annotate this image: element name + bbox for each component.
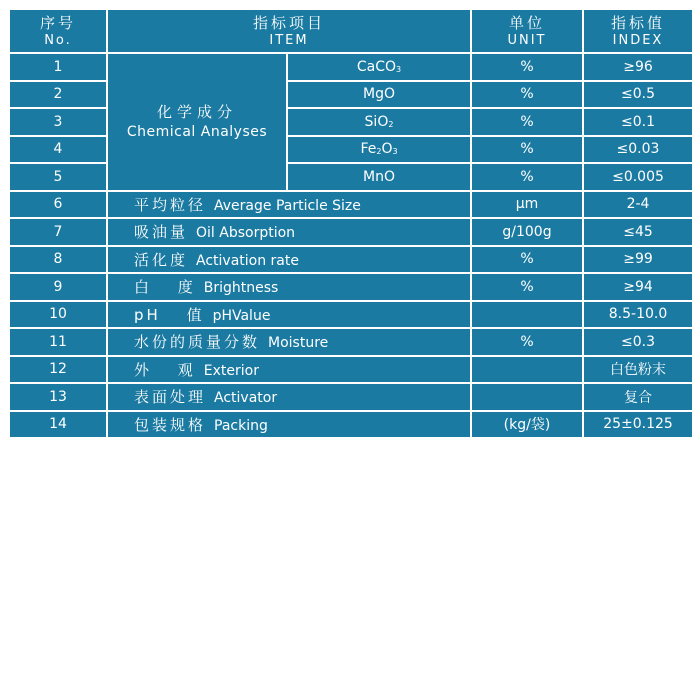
header-item [107, 9, 471, 53]
row-number: 11 [9, 328, 107, 356]
unit-cell: % [471, 108, 583, 136]
row-number: 13 [9, 383, 107, 411]
formula-part: O [381, 141, 393, 158]
chemical-analyses-en: Chemical Analyses [126, 124, 268, 141]
row-number: 12 [9, 356, 107, 384]
item-name-en: Brightness [203, 280, 279, 297]
item-cell [107, 273, 471, 301]
unit-cell: (kg/袋) [471, 411, 583, 439]
chemical-formula [287, 163, 471, 191]
unit-cell [471, 356, 583, 384]
item-name-zh: 白 度 [134, 278, 196, 297]
item-cell [107, 301, 471, 329]
unit-cell: % [471, 273, 583, 301]
item-name-en: Packing [214, 417, 268, 434]
header-unit [471, 9, 583, 53]
table-row [9, 191, 693, 219]
row-number: 9 [9, 273, 107, 301]
row-number: 8 [9, 246, 107, 274]
row-number: 14 [9, 411, 107, 439]
table-row [9, 301, 693, 329]
spec-table [8, 8, 694, 439]
table-row [9, 53, 693, 81]
item-name-zh: 水份的质量分数 [134, 333, 261, 352]
header-unit-en: UNIT [507, 32, 547, 48]
item-name-en: Activation rate [196, 252, 299, 269]
item-cell [107, 328, 471, 356]
item-cell [107, 411, 471, 439]
chemical-formula [287, 108, 471, 136]
index-value: 8.5-10.0 [583, 301, 693, 329]
unit-cell: % [471, 53, 583, 81]
item-name-zh: 表面处理 [134, 388, 207, 407]
item-name-zh: 包装规格 [134, 415, 207, 434]
header-no [9, 9, 107, 53]
formula-part: Fe [360, 141, 377, 158]
row-number: 4 [9, 136, 107, 164]
unit-cell [471, 301, 583, 329]
formula-part: MnO [363, 168, 395, 185]
item-name-zh: pH 值 [134, 305, 205, 324]
table-row [9, 246, 693, 274]
item-name-zh: 吸油量 [134, 223, 189, 242]
table-row [9, 218, 693, 246]
formula-subscript: 2 [376, 147, 382, 157]
index-value: 25±0.125 [583, 411, 693, 439]
unit-cell: g/100g [471, 218, 583, 246]
item-name-zh: 平均粒径 [134, 195, 207, 214]
header-no-en: No. [44, 32, 72, 48]
unit-cell: μm [471, 191, 583, 219]
formula-part: MgO [363, 86, 395, 103]
item-cell [107, 218, 471, 246]
formula-subscript: 3 [396, 64, 402, 74]
index-value: 2-4 [583, 191, 693, 219]
formula-subscript: 3 [392, 147, 398, 157]
unit-cell: % [471, 136, 583, 164]
table-row [9, 328, 693, 356]
chemical-formula [287, 53, 471, 81]
index-value: ≤0.03 [583, 136, 693, 164]
formula-part: CaCO [356, 58, 397, 75]
unit-cell [471, 383, 583, 411]
header-row [9, 9, 693, 53]
table-row [9, 356, 693, 384]
header-index-en: INDEX [612, 32, 664, 48]
table-row [9, 273, 693, 301]
item-name-zh: 活化度 [134, 250, 189, 269]
item-name-en: Average Particle Size [214, 197, 361, 214]
row-number: 10 [9, 301, 107, 329]
index-value: ≤0.1 [583, 108, 693, 136]
index-value: ≥94 [583, 273, 693, 301]
item-name-en: Oil Absorption [196, 225, 296, 242]
row-number: 2 [9, 81, 107, 109]
item-name-en: Moisture [268, 335, 329, 352]
item-name-en: Exterior [203, 362, 259, 379]
index-value: ≤45 [583, 218, 693, 246]
index-value: ≤0.005 [583, 163, 693, 191]
item-cell [107, 383, 471, 411]
header-no-zh: 序号 [39, 13, 76, 32]
chemical-formula [287, 136, 471, 164]
table-row [9, 411, 693, 439]
header-item-zh: 指标项目 [252, 13, 325, 32]
chemical-formula [287, 81, 471, 109]
chemical-analyses-group [107, 53, 287, 191]
item-name-en: Activator [214, 390, 278, 407]
index-value: ≤0.3 [583, 328, 693, 356]
unit-cell: % [471, 163, 583, 191]
row-number: 1 [9, 53, 107, 81]
item-cell [107, 356, 471, 384]
row-number: 6 [9, 191, 107, 219]
index-value: 白色粉末 [583, 356, 693, 384]
index-value: ≤0.5 [583, 81, 693, 109]
row-number: 5 [9, 163, 107, 191]
formula-subscript: 2 [388, 119, 394, 129]
header-index-zh: 指标值 [610, 13, 665, 32]
index-value: ≥99 [583, 246, 693, 274]
unit-cell: % [471, 81, 583, 109]
unit-cell: % [471, 246, 583, 274]
table-row [9, 383, 693, 411]
item-cell [107, 191, 471, 219]
row-number: 3 [9, 108, 107, 136]
header-item-en: ITEM [269, 32, 309, 48]
spec-table-body [9, 9, 693, 438]
chemical-analyses-zh: 化学成分 [156, 103, 237, 122]
item-name-zh: 外 观 [134, 360, 196, 379]
index-value: 复合 [583, 383, 693, 411]
item-cell [107, 246, 471, 274]
item-name-en: pHValue [212, 307, 271, 324]
row-number: 7 [9, 218, 107, 246]
index-value: ≥96 [583, 53, 693, 81]
formula-part: SiO [364, 113, 389, 130]
header-index [583, 9, 693, 53]
header-unit-zh: 单位 [508, 13, 545, 32]
unit-cell: % [471, 328, 583, 356]
